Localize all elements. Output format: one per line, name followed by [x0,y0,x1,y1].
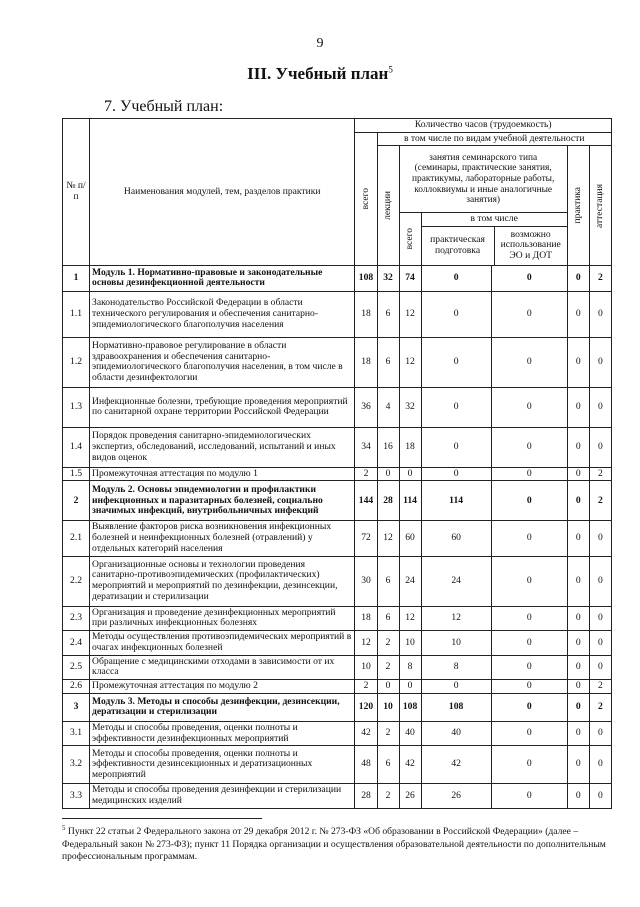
row-practice: 0 [567,427,589,467]
row-attestation: 0 [589,606,611,630]
row-attestation: 0 [589,427,611,467]
footnote-mark: 5 [62,824,66,832]
row-practice: 0 [567,784,589,808]
table-row [63,481,612,521]
row-lectures: 6 [377,556,399,606]
row-eo-dot: 0 [491,721,567,745]
curriculum-table [62,118,612,809]
table-row [63,784,612,808]
row-practical: 26 [421,784,491,808]
row-eo-dot: 0 [491,784,567,808]
row-seminar: 12 [399,337,421,387]
row-total: 108 [355,265,377,291]
table-row [63,693,612,721]
row-number: 2.3 [63,606,90,630]
row-attestation: 0 [589,655,611,679]
row-seminar: 26 [399,784,421,808]
row-total: 18 [355,337,377,387]
row-attestation: 0 [589,721,611,745]
row-attestation: 2 [589,467,611,481]
row-seminar: 10 [399,631,421,655]
header-practice: практика [567,146,589,265]
row-eo-dot: 0 [491,481,567,521]
row-practice: 0 [567,721,589,745]
row-name: Модуль 1. Нормативно-правовые и законодательные основы дезинфекционной деятельности [90,265,355,291]
row-name: Законодательство Российской Федерации в области технического регулирования и обеспечения санитарно-эпидемиологического благополучия населения [90,291,355,337]
title-text: III. Учебный план [247,64,389,83]
row-practice: 0 [567,655,589,679]
row-lectures: 6 [377,291,399,337]
row-number: 3 [63,693,90,721]
row-total: 18 [355,606,377,630]
header-name: Наименования модулей, тем, разделов практики [90,119,355,266]
row-practice: 0 [567,481,589,521]
row-name: Обращение с медицинскими отходами в зависимости от их класса [90,655,355,679]
table-body [63,265,612,808]
table-row [63,655,612,679]
row-eo-dot: 0 [491,693,567,721]
header-attestation: аттестация [589,146,611,265]
table-row [63,265,612,291]
row-attestation: 2 [589,693,611,721]
row-attestation: 0 [589,556,611,606]
header-eo-dot: возможно использование ЭО и ДОТ [500,228,561,262]
row-number: 2.4 [63,631,90,655]
row-attestation: 0 [589,521,611,556]
header-incl-group [421,213,567,266]
header-row-1 [63,119,612,133]
row-eo-dot: 0 [491,631,567,655]
row-seminar: 18 [399,427,421,467]
header-total: всего [355,132,377,265]
row-practice: 0 [567,291,589,337]
row-attestation: 0 [589,291,611,337]
header-hours: Количество часов (трудоемкость) [355,119,612,133]
row-practical: 0 [421,291,491,337]
row-eo-dot: 0 [491,467,567,481]
row-seminar: 8 [399,655,421,679]
row-practical: 60 [421,521,491,556]
row-attestation: 0 [589,631,611,655]
row-practical: 40 [421,721,491,745]
table-row [63,337,612,387]
row-practice: 0 [567,680,589,694]
row-name: Методы осуществления противоэпидемических мероприятий в очагах инфекционных болезней [90,631,355,655]
row-total: 144 [355,481,377,521]
row-number: 1.5 [63,467,90,481]
row-number: 1 [63,265,90,291]
table-row [63,680,612,694]
row-seminar: 12 [399,291,421,337]
row-eo-dot: 0 [491,556,567,606]
row-number: 1.2 [63,337,90,387]
row-practical: 24 [421,556,491,606]
row-attestation: 0 [589,387,611,427]
row-total: 10 [355,655,377,679]
row-practical: 0 [421,680,491,694]
row-name: Выявление факторов риска возникновения инфекционных болезней и неинфекционных болезней (отравлений) у отдельных категорий населения [90,521,355,556]
row-lectures: 0 [377,680,399,694]
table-row [63,467,612,481]
row-practical: 108 [421,693,491,721]
row-total: 28 [355,784,377,808]
row-name: Методы и способы проведения, оценки полноты и эффективности дезинсекционных и дератизационных мероприятий [90,746,355,784]
section-title [0,64,640,84]
footnote-divider [62,818,262,819]
row-eo-dot: 0 [491,521,567,556]
row-total: 2 [355,467,377,481]
row-practice: 0 [567,337,589,387]
row-eo-dot: 0 [491,655,567,679]
row-lectures: 32 [377,265,399,291]
row-number: 1.4 [63,427,90,467]
row-attestation: 2 [589,265,611,291]
row-lectures: 10 [377,693,399,721]
row-seminar: 108 [399,693,421,721]
row-seminar: 40 [399,721,421,745]
row-practice: 0 [567,746,589,784]
row-name: Методы и способы проведения дезинфекции и стерилизации медицинских изделий [90,784,355,808]
header-seminar-total: всего [399,213,421,266]
table-row [63,387,612,427]
row-lectures: 4 [377,387,399,427]
row-attestation: 0 [589,746,611,784]
row-total: 12 [355,631,377,655]
row-attestation: 2 [589,481,611,521]
table-row [63,291,612,337]
row-total: 18 [355,291,377,337]
row-practice: 0 [567,265,589,291]
row-lectures: 2 [377,721,399,745]
row-practical: 114 [421,481,491,521]
row-seminar: 0 [399,467,421,481]
row-lectures: 12 [377,521,399,556]
header-seminar: занятия семинарского типа (семинары, практические занятия, практикумы, лабораторные работы, коллоквиумы и иные аналогичные занятия) [399,146,567,213]
row-number: 1.3 [63,387,90,427]
row-lectures: 6 [377,337,399,387]
row-total: 30 [355,556,377,606]
row-attestation: 0 [589,337,611,387]
row-practical: 8 [421,655,491,679]
row-total: 36 [355,387,377,427]
row-total: 42 [355,721,377,745]
row-attestation: 0 [589,784,611,808]
row-number: 2.5 [63,655,90,679]
row-total: 34 [355,427,377,467]
row-practical: 0 [421,387,491,427]
table-row [63,427,612,467]
row-practical: 10 [421,631,491,655]
row-practice: 0 [567,556,589,606]
header-incl: в том числе [422,213,567,227]
row-eo-dot: 0 [491,265,567,291]
row-total: 72 [355,521,377,556]
row-practice: 0 [567,693,589,721]
row-eo-dot: 0 [491,680,567,694]
row-eo-dot: 0 [491,387,567,427]
header-lectures: лекции [377,146,399,265]
row-practical: 0 [421,427,491,467]
row-eo-dot: 0 [491,427,567,467]
table-row [63,521,612,556]
row-number: 2.6 [63,680,90,694]
row-eo-dot: 0 [491,746,567,784]
row-name: Организационные основы и технологии проведения санитарно-противоэпидемических (профилактических) мероприятий и мероприятий по дезинфекции, дезинсекции, дератизации и стерилизации [90,556,355,606]
row-lectures: 2 [377,631,399,655]
row-seminar: 0 [399,680,421,694]
row-name: Промежуточная аттестация по модулю 1 [90,467,355,481]
row-lectures: 16 [377,427,399,467]
row-total: 48 [355,746,377,784]
row-total: 2 [355,680,377,694]
row-seminar: 74 [399,265,421,291]
row-name: Инфекционные болезни, требующие проведения мероприятий по санитарной охране территории Российской Федерации [90,387,355,427]
table-row [63,556,612,606]
row-name: Модуль 2. Основы эпидемиологии и профилактики инфекционных и паразитарных болезней, социально значимых инфекций, внутрибольничных инфекций [90,481,355,521]
row-practical: 0 [421,337,491,387]
footnote-text: Пункт 22 статьи 2 Федерального закона от 29 декабря 2012 г. № 273-ФЗ «Об образовании в Российской Федерации» (далее – Федеральный закон № 273-ФЗ); пункт 11 Порядка организации и осуществления образовательной деятельности по дополнительным профессиональным программам. [62,826,606,863]
row-practice: 0 [567,387,589,427]
row-eo-dot: 0 [491,337,567,387]
header-by-type: в том числе по видам учебной деятельности [377,132,612,146]
subtitle: 7. Учебный план: [104,98,224,115]
table-row [63,606,612,630]
row-practice: 0 [567,521,589,556]
row-seminar: 32 [399,387,421,427]
row-lectures: 6 [377,746,399,784]
row-seminar: 24 [399,556,421,606]
header-incl-sub [422,227,567,265]
row-seminar: 42 [399,746,421,784]
row-practical: 0 [421,265,491,291]
row-name: Промежуточная аттестация по модулю 2 [90,680,355,694]
row-practical: 12 [421,606,491,630]
table-row [63,721,612,745]
row-practical: 0 [421,467,491,481]
row-name: Методы и способы проведения, оценки полноты и эффективности дезинфекционных мероприятий [90,721,355,745]
row-number: 2.1 [63,521,90,556]
row-lectures: 28 [377,481,399,521]
row-eo-dot: 0 [491,291,567,337]
table-row [63,746,612,784]
row-number: 3.2 [63,746,90,784]
row-practice: 0 [567,606,589,630]
header-num: № п/п [63,119,90,266]
title-footnote-mark: 5 [388,64,393,75]
row-lectures: 6 [377,606,399,630]
row-practice: 0 [567,467,589,481]
row-lectures: 0 [377,467,399,481]
footnote [62,824,612,864]
row-number: 1.1 [63,291,90,337]
row-lectures: 2 [377,784,399,808]
row-total: 120 [355,693,377,721]
row-practical: 42 [421,746,491,784]
row-seminar: 114 [399,481,421,521]
row-number: 2 [63,481,90,521]
row-number: 2.2 [63,556,90,606]
row-practice: 0 [567,631,589,655]
row-lectures: 2 [377,655,399,679]
row-seminar: 12 [399,606,421,630]
row-number: 3.1 [63,721,90,745]
row-name: Модуль 3. Методы и способы дезинфекции, дезинсекции, дератизации и стерилизации [90,693,355,721]
row-name: Организация и проведение дезинфекционных мероприятий при различных инфекционных болезнях [90,606,355,630]
header-practical: практическая подготовка [422,227,495,265]
row-name: Нормативно-правовое регулирование в области здравоохранения и обеспечения санитарно-эпидемиологического благополучия населения, в том числе в области дезинфектологии [90,337,355,387]
row-number: 3.3 [63,784,90,808]
table-row [63,631,612,655]
page-number: 9 [316,36,324,51]
row-eo-dot: 0 [491,606,567,630]
row-attestation: 2 [589,680,611,694]
row-seminar: 60 [399,521,421,556]
row-name: Порядок проведения санитарно-эпидемиологических экспертиз, обследований, исследований, испытаний и иных видов оценок [90,427,355,467]
